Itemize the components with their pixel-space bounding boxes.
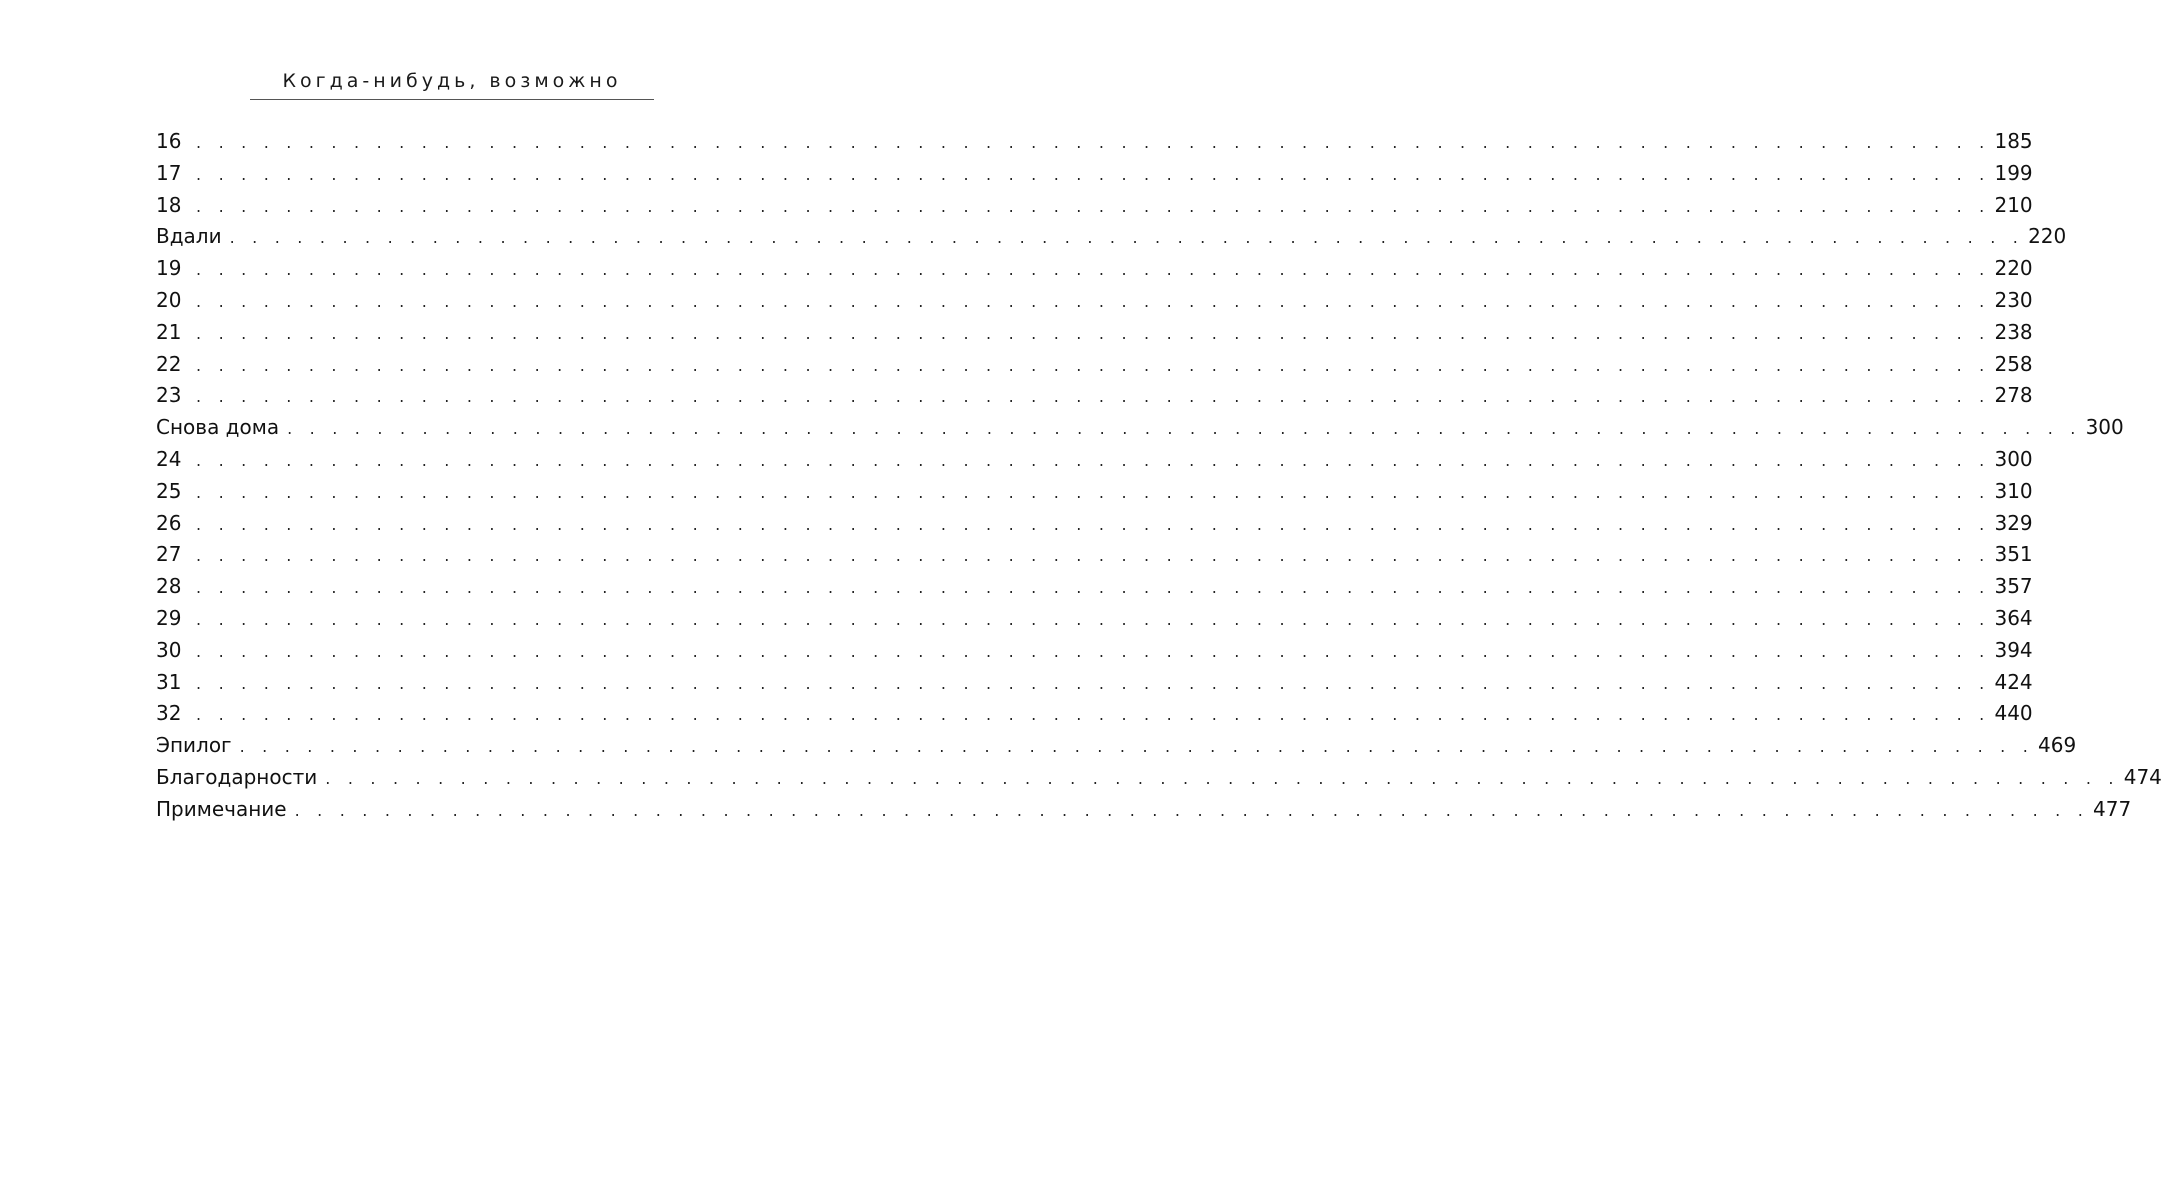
toc-entry-page-number: 220 (2028, 224, 2067, 249)
table-of-contents (156, 126, 2162, 826)
toc-entry-page-number: 278 (1994, 383, 2033, 408)
toc-entry-page-number: 357 (1994, 574, 2033, 599)
toc-entry-page-number: 351 (1994, 542, 2033, 567)
toc-entry-page-number: 210 (1994, 192, 2033, 217)
toc-entry (156, 158, 2033, 190)
toc-dot-leader: . . . . . . . . . . . . . . . . . . . . . . . . . . . . . . . . . . . . . . . . . . . . . . . . . . . . . . . . . . . . . . . . . . . . . . . . . . . . . . . . (196, 673, 1991, 693)
toc-dot-leader: . . . . . . . . . . . . . . . . . . . . . . . . . . . . . . . . . . . . . . . . . . . . . . . . . . . . . . . . . . . . . . . . . . . . . . . . . . . . . . . . (325, 768, 2120, 788)
toc-entry-page-number: 230 (1994, 287, 2033, 312)
toc-entry (156, 730, 2077, 762)
toc-dot-leader: . . . . . . . . . . . . . . . . . . . . . . . . . . . . . . . . . . . . . . . . . . . . . . . . . . . . . . . . . . . . . . . . . . . . . . . . . . . . . . . . (196, 482, 1991, 502)
toc-dot-leader: . . . . . . . . . . . . . . . . . . . . . . . . . . . . . . . . . . . . . . . . . . . . . . . . . . . . . . . . . . . . . . . . . . . . . . . . . . . . . . . . (196, 514, 1991, 534)
toc-dot-leader: . . . . . . . . . . . . . . . . . . . . . . . . . . . . . . . . . . . . . . . . . . . . . . . . . . . . . . . . . . . . . . . . . . . . . . . . . . . . . . . . (287, 419, 2082, 439)
toc-entry-page-number: 310 (1994, 478, 2033, 503)
toc-entry-title: 30 (156, 637, 182, 662)
toc-entry (156, 126, 2033, 158)
toc-entry-page-number: 300 (1994, 446, 2033, 471)
toc-entry-title: 16 (156, 129, 182, 153)
toc-entry (156, 539, 2033, 571)
toc-dot-leader: . . . . . . . . . . . . . . . . . . . . . . . . . . . . . . . . . . . . . . . . . . . . . . . . . . . . . . . . . . . . . . . . . . . . . . . . . . . . . . . . (196, 355, 1991, 375)
toc-entry-title: Примечание (156, 796, 287, 821)
toc-entry (156, 349, 2033, 381)
toc-entry-title: 29 (156, 605, 182, 630)
toc-entry-page-number: 469 (2038, 733, 2077, 758)
toc-entry (156, 190, 2033, 222)
toc-entry (156, 603, 2033, 635)
toc-entry-title: 17 (156, 160, 182, 185)
toc-entry (156, 635, 2033, 667)
toc-entry (156, 380, 2033, 412)
running-head-title: Когда-нибудь, возможно (282, 70, 622, 92)
toc-entry-title: 21 (156, 319, 182, 344)
toc-entry (156, 508, 2033, 540)
toc-entry (156, 412, 2124, 444)
toc-dot-leader: . . . . . . . . . . . . . . . . . . . . . . . . . . . . . . . . . . . . . . . . . . . . . . . . . . . . . . . . . . . . . . . . . . . . . . . . . . . . . . . . (196, 609, 1991, 629)
toc-entry (156, 444, 2033, 476)
toc-entry-title: 24 (156, 446, 182, 471)
toc-entry-page-number: 300 (2085, 415, 2124, 440)
toc-entry-title: 26 (156, 510, 182, 535)
toc-entry-page-number: 477 (2093, 796, 2132, 821)
toc-entry-title: Вдали (156, 224, 222, 249)
toc-entry-title: Благодарности (156, 764, 318, 789)
toc-entry-page-number: 424 (1994, 669, 2033, 694)
toc-entry-page-number: 474 (2123, 764, 2162, 789)
toc-entry (156, 762, 2162, 794)
toc-entry (156, 221, 2067, 253)
toc-entry-page-number: 238 (1994, 319, 2033, 344)
toc-entry-page-number: 185 (1994, 129, 2033, 153)
toc-entry-page-number: 440 (1994, 701, 2033, 726)
toc-entry (156, 667, 2033, 699)
toc-entry-title: 28 (156, 574, 182, 599)
toc-dot-leader: . . . . . . . . . . . . . . . . . . . . . . . . . . . . . . . . . . . . . . . . . . . . . . . . . . . . . . . . . . . . . . . . . . . . . . . . . . . . . . . . (196, 133, 1991, 152)
toc-dot-leader: . . . . . . . . . . . . . . . . . . . . . . . . . . . . . . . . . . . . . . . . . . . . . . . . . . . . . . . . . . . . . . . . . . . . . . . . . . . . . . . . (196, 546, 1991, 566)
toc-dot-leader: . . . . . . . . . . . . . . . . . . . . . . . . . . . . . . . . . . . . . . . . . . . . . . . . . . . . . . . . . . . . . . . . . . . . . . . . . . . . . . . . (196, 164, 1991, 184)
toc-entry (156, 571, 2033, 603)
toc-dot-leader: . . . . . . . . . . . . . . . . . . . . . . . . . . . . . . . . . . . . . . . . . . . . . . . . . . . . . . . . . . . . . . . . . . . . . . . . . . . . . . . . (196, 387, 1991, 407)
header-rule (250, 99, 654, 100)
toc-entry-page-number: 329 (1994, 510, 2033, 535)
toc-dot-leader: . . . . . . . . . . . . . . . . . . . . . . . . . . . . . . . . . . . . . . . . . . . . . . . . . . . . . . . . . . . . . . . . . . . . . . . . . . . . . . . . (196, 705, 1991, 725)
toc-dot-leader: . . . . . . . . . . . . . . . . . . . . . . . . . . . . . . . . . . . . . . . . . . . . . . . . . . . . . . . . . . . . . . . . . . . . . . . . . . . . . . . . (196, 291, 1991, 311)
toc-entry-title: 32 (156, 701, 182, 726)
toc-entry-title: 19 (156, 256, 182, 281)
toc-entry-page-number: 199 (1994, 160, 2033, 185)
toc-entry-title: 18 (156, 192, 182, 217)
toc-entry-title: 22 (156, 351, 182, 376)
toc-entry-page-number: 220 (1994, 256, 2033, 281)
toc-dot-leader: . . . . . . . . . . . . . . . . . . . . . . . . . . . . . . . . . . . . . . . . . . . . . . . . . . . . . . . . . . . . . . . . . . . . . . . . . . . . . . . . (239, 737, 2035, 757)
toc-entry (156, 698, 2033, 730)
toc-entry-title: 31 (156, 669, 182, 694)
toc-entry-title: 23 (156, 383, 182, 408)
toc-entry (156, 794, 2132, 826)
toc-dot-leader: . . . . . . . . . . . . . . . . . . . . . . . . . . . . . . . . . . . . . . . . . . . . . . . . . . . . . . . . . . . . . . . . . . . . . . . . . . . . . . . . (196, 323, 1991, 343)
toc-dot-leader: . . . . . . . . . . . . . . . . . . . . . . . . . . . . . . . . . . . . . . . . . . . . . . . . . . . . . . . . . . . . . . . . . . . . . . . . . . . . . . . . (196, 260, 1991, 280)
toc-entry-title: 27 (156, 542, 182, 567)
toc-dot-leader: . . . . . . . . . . . . . . . . . . . . . . . . . . . . . . . . . . . . . . . . . . . . . . . . . . . . . . . . . . . . . . . . . . . . . . . . . . . . . . . . (196, 578, 1991, 598)
toc-entry (156, 285, 2033, 317)
toc-entry-page-number: 258 (1994, 351, 2033, 376)
toc-dot-leader: . . . . . . . . . . . . . . . . . . . . . . . . . . . . . . . . . . . . . . . . . . . . . . . . . . . . . . . . . . . . . . . . . . . . . . . . . . . . . . . . (229, 228, 2025, 248)
toc-entry-title: Эпилог (156, 733, 232, 758)
toc-entry (156, 253, 2033, 285)
toc-entry (156, 476, 2033, 508)
toc-entry-page-number: 394 (1994, 637, 2033, 662)
toc-entry (156, 317, 2033, 349)
toc-entry-title: 20 (156, 287, 182, 312)
toc-entry-page-number: 364 (1994, 605, 2033, 630)
toc-dot-leader: . . . . . . . . . . . . . . . . . . . . . . . . . . . . . . . . . . . . . . . . . . . . . . . . . . . . . . . . . . . . . . . . . . . . . . . . . . . . . . . . (196, 196, 1991, 216)
toc-dot-leader: . . . . . . . . . . . . . . . . . . . . . . . . . . . . . . . . . . . . . . . . . . . . . . . . . . . . . . . . . . . . . . . . . . . . . . . . . . . . . . . . (196, 641, 1991, 661)
toc-dot-leader: . . . . . . . . . . . . . . . . . . . . . . . . . . . . . . . . . . . . . . . . . . . . . . . . . . . . . . . . . . . . . . . . . . . . . . . . . . . . . . . . (294, 800, 2090, 820)
toc-entry-title: Снова дома (156, 415, 280, 440)
toc-entry-title: 25 (156, 478, 182, 503)
toc-dot-leader: . . . . . . . . . . . . . . . . . . . . . . . . . . . . . . . . . . . . . . . . . . . . . . . . . . . . . . . . . . . . . . . . . . . . . . . . . . . . . . . . (196, 450, 1991, 470)
